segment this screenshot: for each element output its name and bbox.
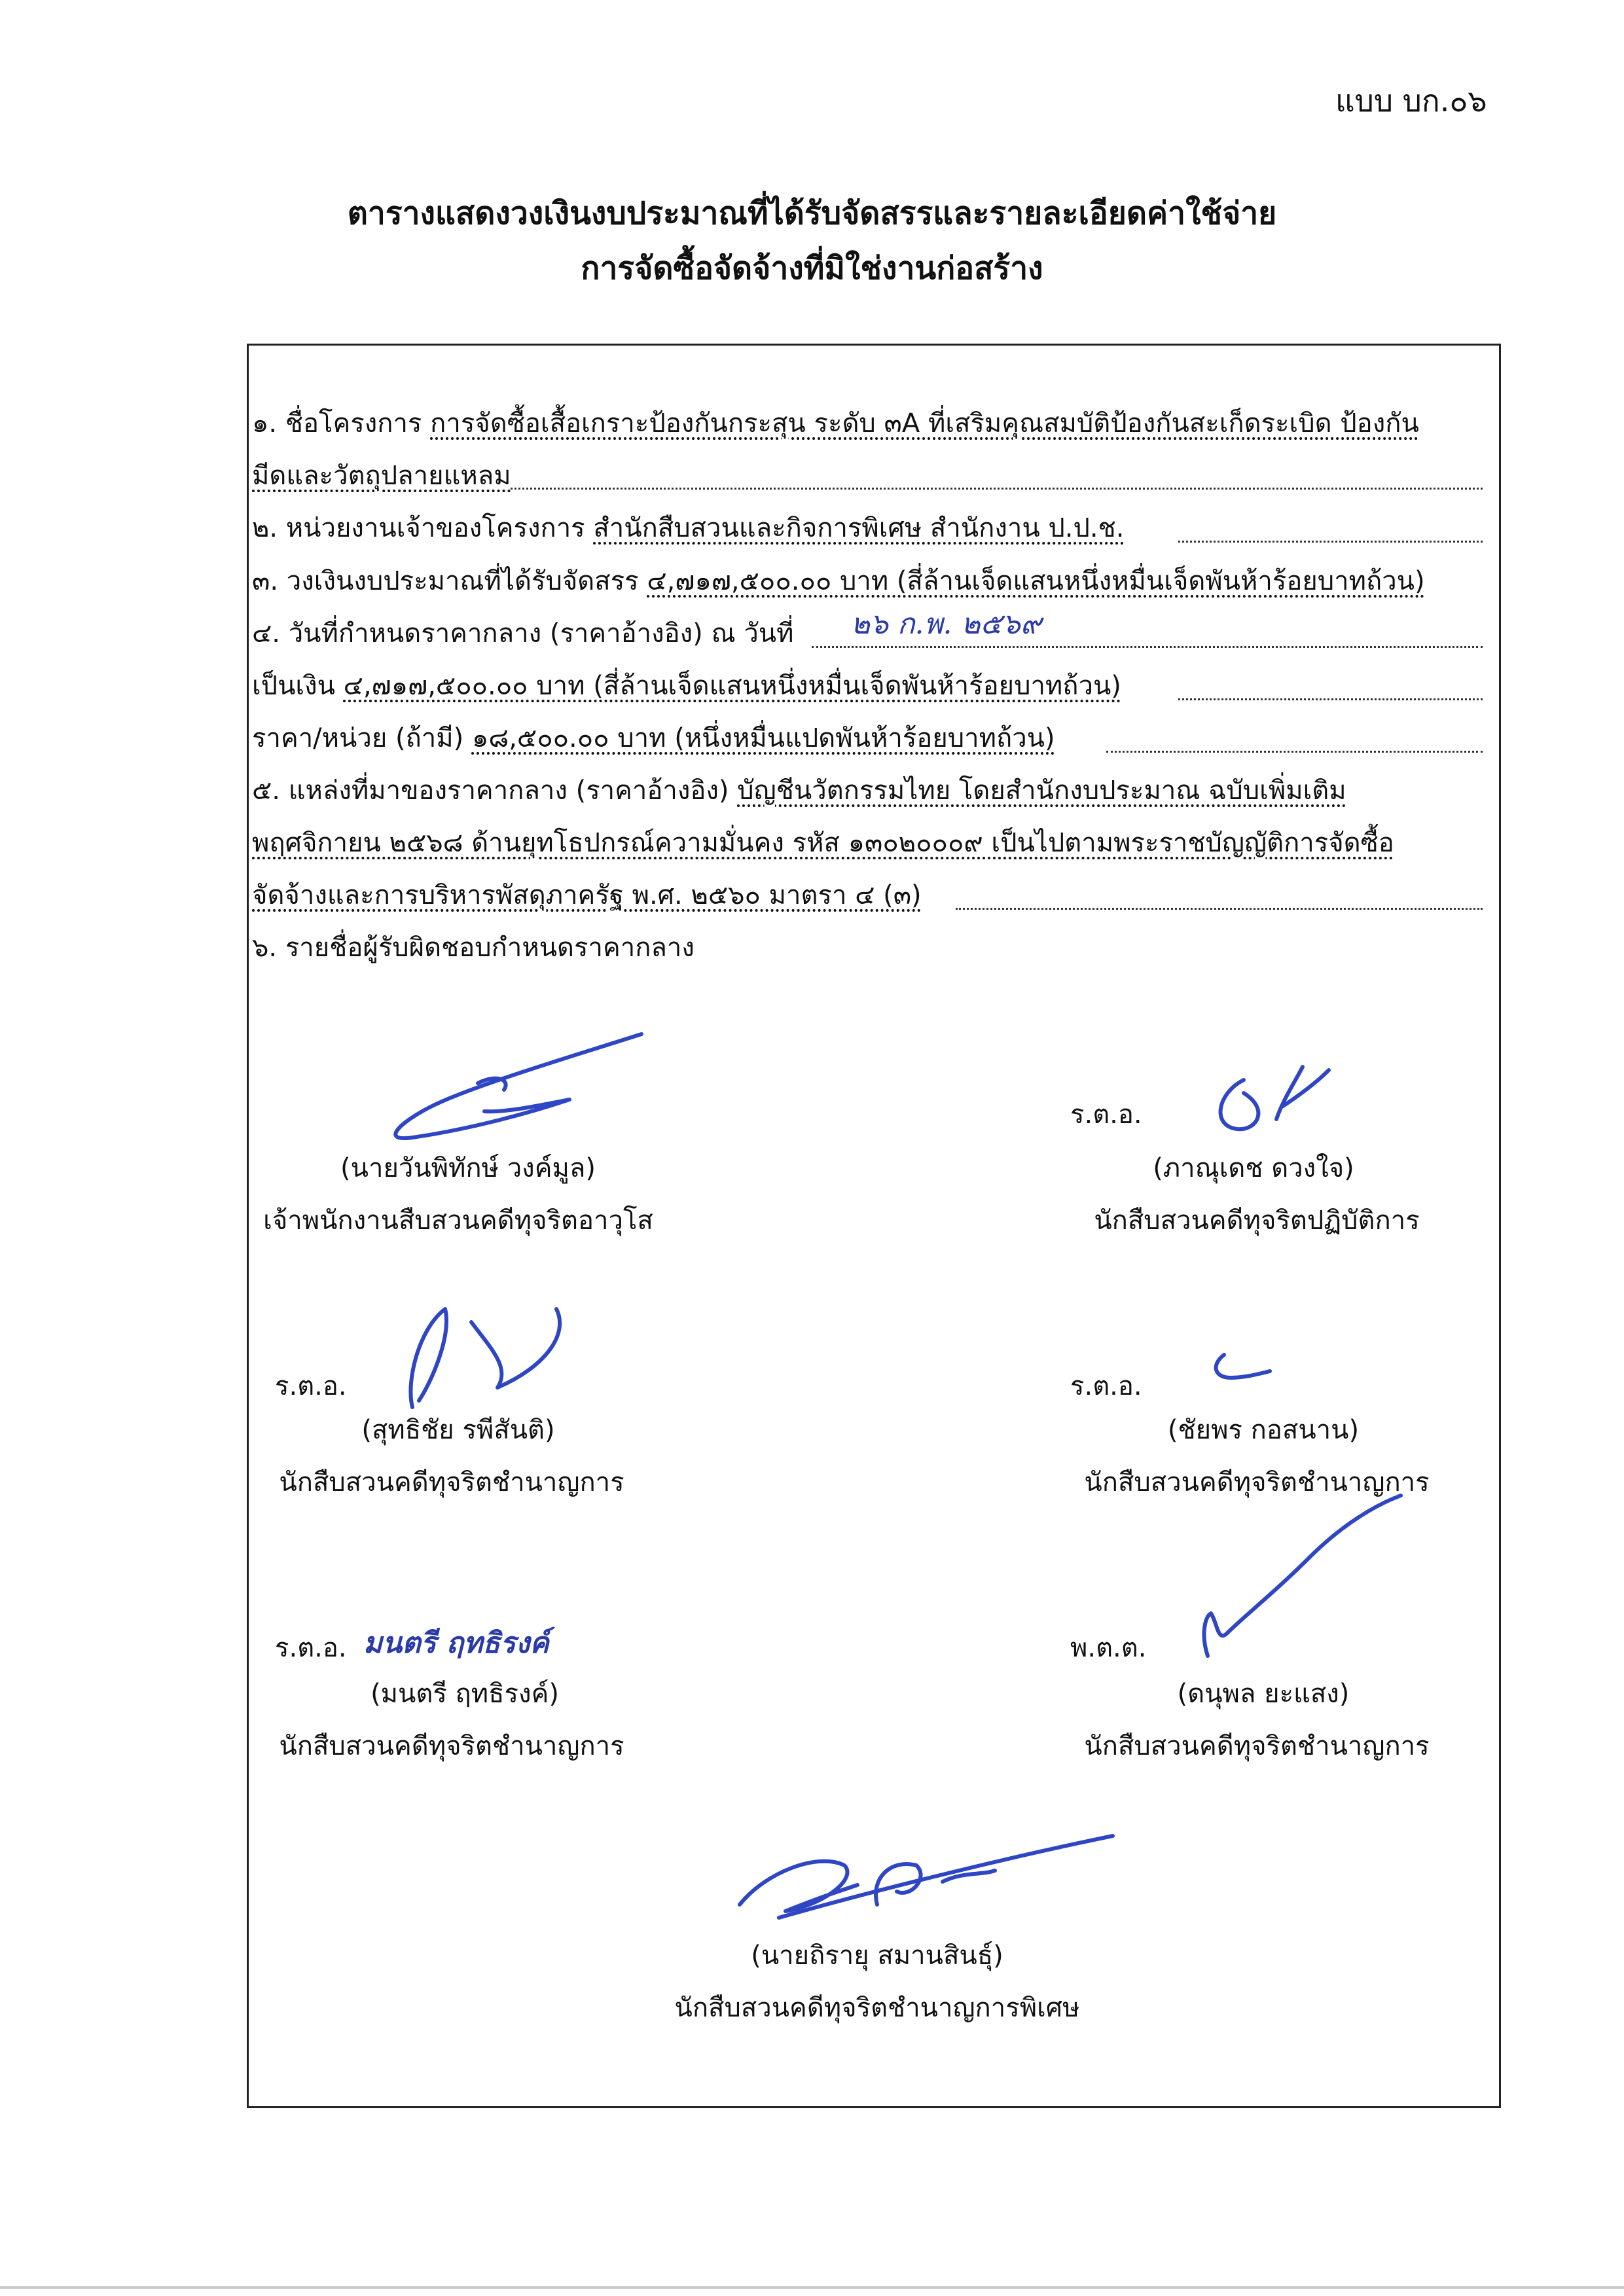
signatory-3-position: นักสืบสวนคดีทุจริตชำนาญการ [279,1467,624,1498]
amount-value: ๔,๗๑๗,๕๐๐.๐๐ บาท (สี่ล้านเจ็ดแสนหนึ่งหมื่นเจ็ดพันห้าร้อยบาทถ้วน) [343,671,1121,701]
signature-3 [393,1296,589,1414]
item-project-cont [252,456,1483,495]
form-code: แบบ บก.๐๖ [1335,83,1487,118]
signatory-1-name: (นายวันพิทักษ์ วงค์มูล) [340,1153,596,1183]
source-label: ๕. แหล่งที่มาของราคากลาง (ราคาอ้างอิง) [252,776,729,806]
dotted-line [511,488,1483,490]
date-label: ๔. วันที่กำหนดราคากลาง (ราคาอ้างอิง) ณ วันที่ [252,619,794,649]
signatory-2-position: นักสืบสวนคดีทุจริตปฏิบัติการ [1094,1206,1420,1236]
signatory-5-position: นักสืบสวนคดีทุจริตชำนาญการ [279,1731,624,1761]
dotted-line [1178,698,1483,700]
budget-label: ๓. วงเงินงบประมาณที่ได้รับจัดสรร [252,566,639,596]
signatory-3-rank: ร.ต.อ. [275,1371,347,1401]
signatory-2-rank: ร.ต.อ. [1070,1100,1142,1130]
document-subtitle: การจัดซื้อจัดจ้างที่มิใช่งานก่อสร้าง [581,250,1043,287]
signature-7 [727,1820,1119,1924]
unit-value: ๑๘,๕๐๐.๐๐ บาท (หนึ่งหมื่นแปดพันห้าร้อยบาทถ้วน) [471,723,1055,753]
date-value: ๒๖ ก.พ. ๒๕๖๙ [851,607,1041,641]
item-committee [252,928,1483,967]
signatory-5-rank: ร.ต.อ. [275,1633,347,1663]
signature-2 [1204,1054,1335,1145]
agency-label: ๒. หน่วยงานเจ้าของโครงการ [252,513,585,543]
page-bottom-rule [0,2286,1624,2289]
project-label: ๑. ชื่อโครงการ [252,408,422,439]
signatory-7-name: (นายถิรายุ สมานสินธุ์) [751,1941,1003,1971]
item-source [252,771,1483,810]
signatory-6-position: นักสืบสวนคดีทุจริตชำนาญการ [1084,1731,1430,1761]
signatory-4-name: (ชัยพร กอสนาน) [1167,1415,1360,1445]
unit-label: ราคา/หน่วย (ถ้ามี) [252,723,464,753]
signature-1 [373,1028,648,1145]
dotted-line [812,646,1483,648]
dotted-line [1178,541,1483,543]
signatory-4-rank: ร.ต.อ. [1070,1371,1142,1401]
item-source-cont [252,823,1483,863]
amount-label: เป็นเงิน [252,671,335,701]
signatory-1-position: เจ้าพนักงานสืบสวนคดีทุจริตอาวุโส [263,1206,653,1236]
source-value: บัญชีนวัตกรรมไทย โดยสำนักงบประมาณ ฉบับเพิ่มเติม [737,776,1346,806]
signatory-7-position: นักสืบสวนคดีทุจริตชำนาญการพิเศษ [674,1993,1080,2023]
project-value: การจัดซื้อเสื้อเกราะป้องกันกระสุน ระดับ ๓A ที่เสริมคุณสมบัติป้องกันสะเก็ดระเบิด ป้องกัน [430,408,1419,439]
item-budget [252,562,1483,601]
signatory-2-name: (ภาณุเดช ดวงใจ) [1153,1153,1354,1183]
source-value-cont: พฤศจิกายน ๒๕๖๘ ด้านยุทโธปกรณ์ความมั่นคง รหัส ๑๓๐๒๐๐๐๙ เป็นไปตามพระราชบัญญัติการจัดซื้อ [252,828,1394,858]
committee-label: ๖. รายชื่อผู้รับผิดชอบกำหนดราคากลาง [252,933,695,963]
signatory-4-position: นักสืบสวนคดีทุจริตชำนาญการ [1084,1467,1430,1498]
signatory-3-name: (สุทธิชัย รพีสันติ) [361,1415,555,1445]
signatory-5-name: (มนตรี ฤทธิรงค์) [370,1679,559,1709]
source-value-cont2: จัดจ้างและการบริหารพัสดุภาครัฐ พ.ศ. ๒๕๖๐ มาตรา ๔ (๓) [252,880,922,910]
dotted-line [956,908,1483,910]
project-value-cont: มีดและวัตถุปลายแหลม [252,461,511,491]
signatory-6-name: (ดนุพล ยะแสง) [1177,1679,1350,1709]
agency-value: สำนักสืบสวนและกิจการพิเศษ สำนักงาน ป.ป.ช. [593,513,1125,543]
signature-6 [1198,1492,1407,1662]
document-title: ตารางแสดงวงเงินงบประมาณที่ได้รับจัดสรรและรายละเอียดค่าใช้จ่าย [347,195,1277,232]
signature-4 [1204,1348,1296,1388]
signatory-5-handwritten: มนตรี ฤทธิรงค์ [363,1626,549,1660]
budget-value: ๔,๗๑๗,๕๐๐.๐๐ บาท (สี่ล้านเจ็ดแสนหนึ่งหมื่นเจ็ดพันห้าร้อยบาทถ้วน) [647,566,1425,596]
signatory-6-rank: พ.ต.ต. [1070,1633,1147,1663]
item-project [252,404,1483,443]
dotted-line [1106,751,1483,753]
